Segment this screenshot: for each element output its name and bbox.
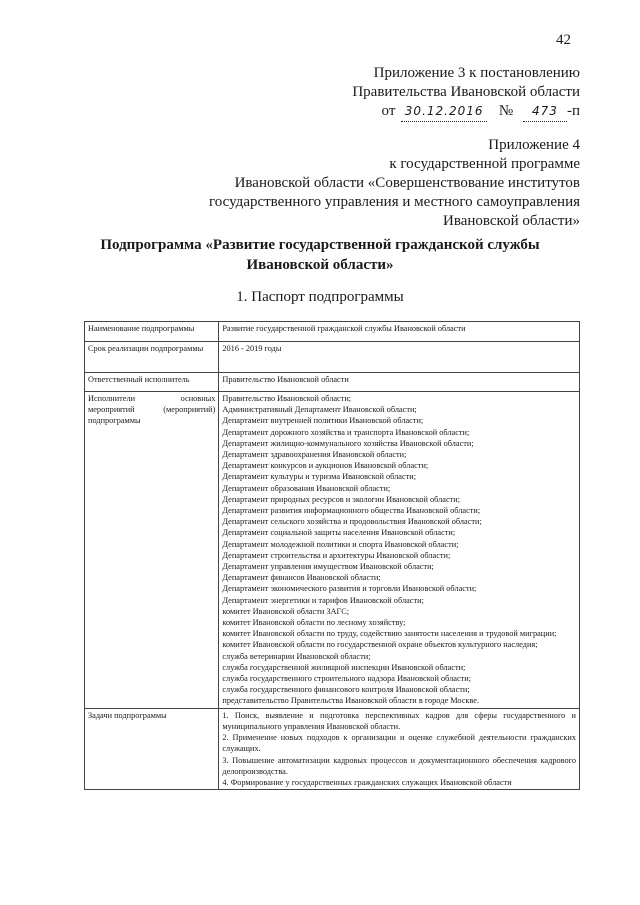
list-item: Департамент природных ресурсов и экологии Ивановской области; <box>222 494 461 504</box>
list-item: служба ветеринарии Ивановской области; <box>222 651 371 661</box>
row-value: 2016 - 2019 годы <box>219 342 580 373</box>
page-number: 42 <box>556 32 571 48</box>
handwritten-date: 30.12.2016 <box>401 102 487 122</box>
list-item: Департамент молодежной политики и спорта Ивановской области; <box>222 539 459 549</box>
task-item: 4. Формирование у государственных гражданских служащих Ивановской области <box>222 777 512 787</box>
row-label: Задачи подпрограммы <box>85 708 219 789</box>
list-item: Административный Департамент Ивановской области; <box>222 405 417 415</box>
appendix3-line2: Правительства Ивановской области <box>352 84 580 100</box>
handwritten-number: 473 <box>523 102 567 122</box>
appendix4-line3: Ивановской области «Совершенствование институтов <box>234 175 580 191</box>
list-item: Департамент здравоохранения Ивановской области; <box>222 450 407 460</box>
appendix4-line2: к государственной программе <box>389 156 580 172</box>
list-item: Департамент развития информационного общества Ивановской области; <box>222 506 481 516</box>
list-item: комитет Ивановской области по труду, содействию занятости населения и трудовой миграции; <box>222 629 557 639</box>
list-item: комитет Ивановской области по государственной охране объектов культурного наследия; <box>222 640 538 650</box>
list-item: Департамент культуры и туризма Ивановской области; <box>222 472 417 482</box>
table-row <box>85 392 580 709</box>
list-item: служба государственного строительного надзора Ивановской области; <box>222 674 471 684</box>
row-label: Наименование подпрограммы <box>85 322 219 342</box>
list-item: комитет Ивановской области ЗАГС; <box>222 606 350 616</box>
list-item: комитет Ивановской области по лесному хозяйству; <box>222 618 406 628</box>
list-item: Департамент финансов Ивановской области; <box>222 573 381 583</box>
list-item: служба государственной жилищной инспекции Ивановской области; <box>222 662 466 672</box>
from-label: от <box>381 103 396 119</box>
list-item: Департамент внутренней политики Ивановской области; <box>222 416 424 426</box>
number-suffix: -п <box>566 103 580 119</box>
list-item: Департамент сельского хозяйства и продовольствия Ивановской области; <box>222 517 482 527</box>
list-item: Департамент конкурсов и аукционов Ивановской области; <box>222 461 429 471</box>
task-item: 2. Применение новых подходов к организации и оценке служебной деятельности гражданских служащих. <box>222 733 576 754</box>
appendix4-line4: государственного управления и местного самоуправления <box>209 194 580 210</box>
tasks-list <box>219 708 580 789</box>
appendix4-line1: Приложение 4 <box>488 137 580 153</box>
passport-heading: 1. Паспорт подпрограммы <box>236 289 404 305</box>
table-row <box>85 322 580 342</box>
list-item: Департамент управления имуществом Ивановской области; <box>222 562 434 572</box>
table-row <box>85 708 580 789</box>
list-item: Департамент энергетики и тарифов Ивановской области; <box>222 595 424 605</box>
table-row <box>85 342 580 373</box>
subprogram-title <box>0 235 640 275</box>
row-label: Ответственный исполнитель <box>85 373 219 392</box>
number-label: № <box>498 103 514 119</box>
list-item: Департамент образования Ивановской области; <box>222 483 391 493</box>
executors-list <box>219 392 580 709</box>
appendix3-line1: Приложение 3 к постановлению <box>373 65 580 81</box>
task-item: 3. Повышение автоматизации кадровых процессов и документационного обеспечения кадрового делопроизводства. <box>222 755 576 776</box>
row-label: Срок реализации подпрограммы <box>85 342 219 373</box>
list-item: Департамент жилищно-коммунального хозяйства Ивановской области; <box>222 438 474 448</box>
subprogram-title-line2: Ивановской области» <box>246 257 394 273</box>
subprogram-title-line1: Подпрограмма «Развитие государственной гражданской службы <box>100 237 540 253</box>
row-value: Развитие государственной гражданской службы Ивановской области <box>219 322 580 342</box>
appendix3-header <box>352 64 580 122</box>
list-item: Департамент строительства и архитектуры Ивановской области; <box>222 550 451 560</box>
list-item: Правительство Ивановской области; <box>222 394 352 403</box>
table-row <box>85 373 580 392</box>
list-item: представительство Правительства Ивановской области в городе Москве. <box>222 696 480 706</box>
list-item: Департамент экономического развития и торговли Ивановской области; <box>222 584 477 594</box>
appendix3-date-line <box>352 102 580 122</box>
row-value: Правительство Ивановской области <box>219 373 580 392</box>
appendix4-header <box>209 136 580 231</box>
row-label: Исполнители основных мероприятий (мероприятий) подпрограммы <box>85 392 219 709</box>
list-item: Департамент дорожного хозяйства и транспорта Ивановской области; <box>222 427 470 437</box>
list-item: Департамент социальной защиты населения Ивановской области; <box>222 528 456 538</box>
appendix4-line5: Ивановской области» <box>443 213 580 229</box>
task-item: 1. Поиск, выявление и подготовка перспективных кадров для сферы государственного и муниципального управления Ивановской области. <box>222 710 576 731</box>
list-item: служба государственного финансового контроля Ивановской области; <box>222 685 470 695</box>
passport-table <box>84 321 580 790</box>
